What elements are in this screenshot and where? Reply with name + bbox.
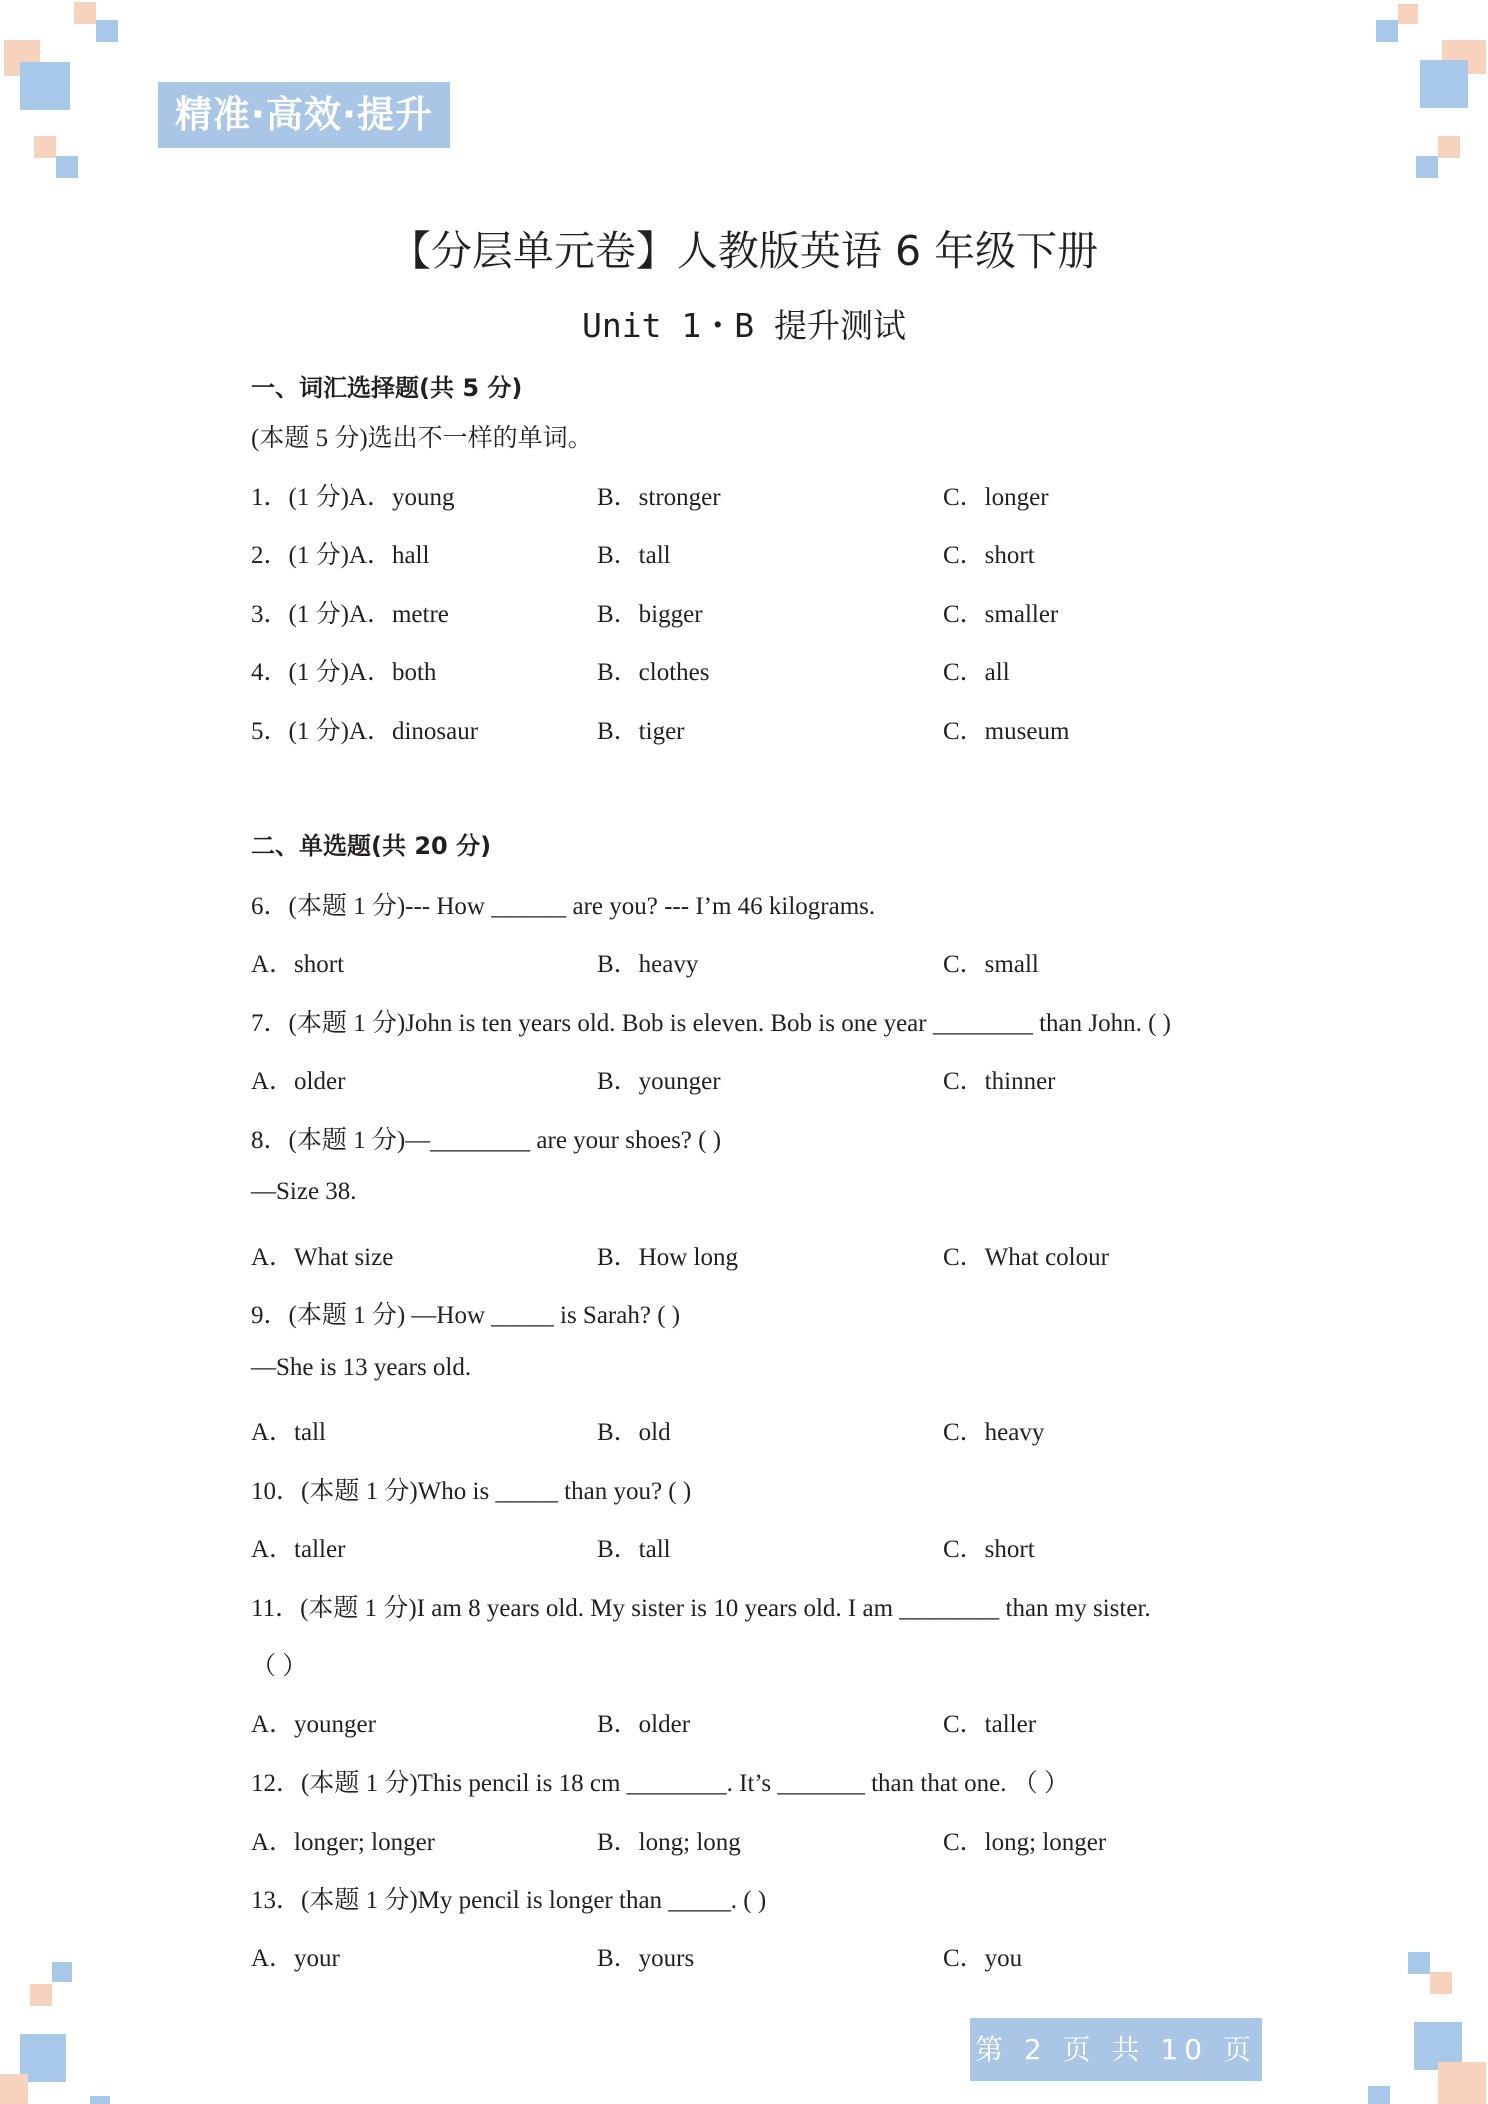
options-row xyxy=(251,1412,1351,1446)
question-row xyxy=(251,711,1351,745)
option-b: B．old xyxy=(597,1419,671,1446)
option-b: B．younger xyxy=(597,1068,721,1095)
question-text-line2: —She is 13 years old. xyxy=(251,1354,472,1381)
option-a: A．tall xyxy=(251,1419,326,1446)
option-b: B．yours xyxy=(597,1945,695,1972)
option-a: A．longer; longer xyxy=(251,1829,435,1856)
option-a: A．younger xyxy=(251,1711,376,1738)
question-option-b: B．clothes xyxy=(597,659,710,686)
option-a: A．your xyxy=(251,1945,340,1972)
question-text: 10．(本题 1 分)Who is _____ than you? ( ) xyxy=(251,1478,692,1505)
option-a: A．taller xyxy=(251,1536,346,1563)
question-text: 9．(本题 1 分) —How _____ is Sarah? ( ) xyxy=(251,1302,681,1329)
option-c: C．small xyxy=(943,951,1039,978)
option-c: C．thinner xyxy=(943,1068,1056,1095)
question-option-c: C．smaller xyxy=(943,601,1059,628)
question-text-line2: —Size 38. xyxy=(251,1178,357,1205)
page-subtitle: Unit 1・B 提升测试 xyxy=(582,306,906,345)
options-row xyxy=(251,1529,1351,1563)
question-option-c: C．short xyxy=(943,542,1035,569)
question-option-c: C．museum xyxy=(943,718,1070,745)
option-c: C．What colour xyxy=(943,1244,1109,1271)
question-text-line2: （ ） xyxy=(251,1653,308,1680)
option-c: C．long; longer xyxy=(943,1829,1107,1856)
option-c: C．taller xyxy=(943,1711,1037,1738)
question-text: 7．(本题 1 分)John is ten years old. Bob is eleven. Bob is one year ________ than John. ( ) xyxy=(251,1010,1172,1037)
page-number: 第 2 页 共 10 页 xyxy=(970,2018,1262,2081)
question-text: 11．(本题 1 分)I am 8 years old. My sister is 10 years old. I am ________ than my sister. xyxy=(251,1595,1151,1622)
options-row xyxy=(251,944,1351,978)
question-text: 8．(本题 1 分)—________ are your shoes? ( ) xyxy=(251,1127,722,1154)
question-option-c: C．all xyxy=(943,659,1010,686)
question-option-a: 5．(1 分)A．dinosaur xyxy=(251,718,479,745)
options-row xyxy=(251,1822,1351,1856)
question-option-b: B．tall xyxy=(597,542,671,569)
question-text: 12．(本题 1 分)This pencil is 18 cm ________. It’s _______ than that one. （ ） xyxy=(251,1770,1069,1797)
question-text: 13．(本题 1 分)My pencil is longer than _____. ( ) xyxy=(251,1887,767,1914)
header-badge: 精准·高效·提升 xyxy=(158,82,450,148)
option-a: A．short xyxy=(251,951,345,978)
question-option-b: B．tiger xyxy=(597,718,685,745)
options-row xyxy=(251,1704,1351,1738)
option-b: B．long; long xyxy=(597,1829,741,1856)
option-b: B．How long xyxy=(597,1244,738,1271)
option-b: B．older xyxy=(597,1711,691,1738)
question-row xyxy=(251,477,1351,511)
option-c: C．you xyxy=(943,1945,1023,1972)
option-a: A．older xyxy=(251,1068,346,1095)
question-text: 6．(本题 1 分)--- How ______ are you? --- I’m 46 kilograms. xyxy=(251,893,876,920)
option-a: A．What size xyxy=(251,1244,394,1271)
question-row xyxy=(251,652,1351,686)
question-row xyxy=(251,535,1351,569)
question-row xyxy=(251,594,1351,628)
page-title: 【分层单元卷】人教版英语 6 年级下册 xyxy=(389,227,1099,275)
section-instruction: (本题 5 分)选出不一样的单词。 xyxy=(251,425,593,452)
options-row xyxy=(251,1061,1351,1095)
section-heading-single-choice: 二、单选题(共 20 分) xyxy=(251,832,492,860)
option-b: B．heavy xyxy=(597,951,699,978)
section-heading-vocabulary: 一、词汇选择题(共 5 分) xyxy=(251,374,523,402)
question-option-a: 1．(1 分)A．young xyxy=(251,484,455,511)
question-option-a: 2．(1 分)A．hall xyxy=(251,542,430,569)
question-option-a: 3．(1 分)A．metre xyxy=(251,601,449,628)
options-row xyxy=(251,1237,1351,1271)
option-b: B．tall xyxy=(597,1536,671,1563)
options-row xyxy=(251,1938,1351,1972)
option-c: C．short xyxy=(943,1536,1035,1563)
question-option-c: C．longer xyxy=(943,484,1049,511)
question-option-a: 4．(1 分)A．both xyxy=(251,659,437,686)
question-option-b: B．stronger xyxy=(597,484,721,511)
option-c: C．heavy xyxy=(943,1419,1045,1446)
question-option-b: B．bigger xyxy=(597,601,703,628)
